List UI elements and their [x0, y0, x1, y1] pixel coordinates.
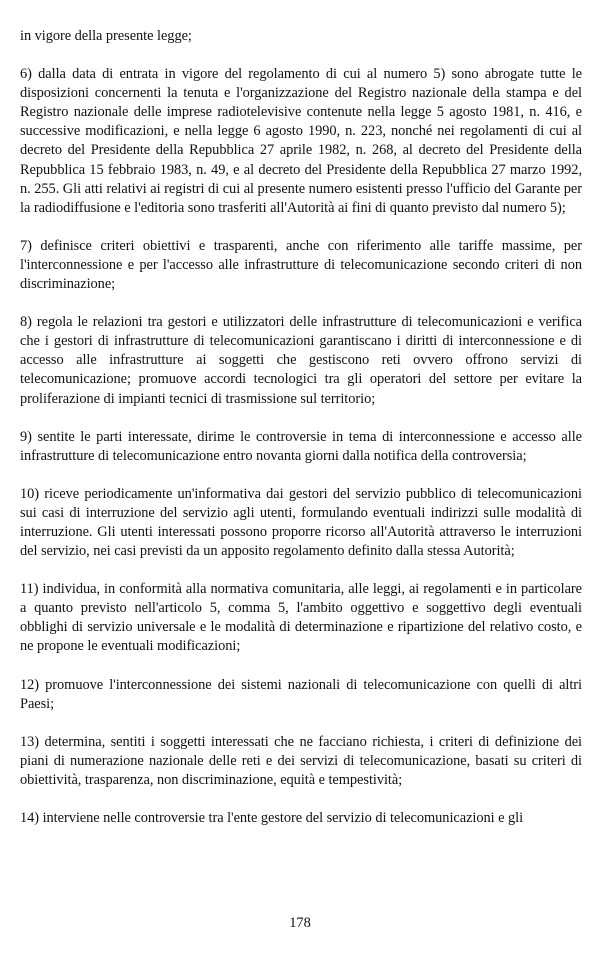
paragraph-item-9: 9) sentite le parti interessate, dirime le controversie in tema di interconnessione e accesso alle infrastrutture di telecomunicazione entro novanta giorni dalla notifica della controversia; — [20, 428, 582, 464]
paragraph-continuation: in vigore della presente legge; — [20, 28, 192, 44]
paragraph-item-10: 10) riceve periodicamente un'informativa dai gestori del servizio pubblico di telecomunicazioni sui casi di interruzione del servizio agli utenti, formulando eventuali indirizzi sulle modalità di interruzione. Gli utenti interessati possono proporre ricorso all'Autorità attraverso le interruzioni del servizio, nei casi previsti da un apposito regolamento definito dalla stessa Autorità; — [20, 485, 582, 560]
paragraph-item-7: 7) definisce criteri obiettivi e trasparenti, anche con riferimento alle tariffe massime, per l'interconnessione e per l'accesso alle infrastrutture di telecomunicazione secondo criteri di non discriminazione; — [20, 237, 582, 293]
paragraph-item-13: 13) determina, sentiti i soggetti interessati che ne facciano richiesta, i criteri di definizione dei piani di numerazione nazionale delle reti e dei servizi di telecomunicazione, basati su criteri di obiettività, trasparenza, non discriminazione, equità e tempestività; — [20, 733, 582, 788]
page-number: 178 — [289, 915, 311, 931]
paragraph-item-14: 14) interviene nelle controversie tra l'ente gestore del servizio di telecomunicazioni e gli — [20, 810, 524, 826]
document-page — [20, 27, 582, 828]
paragraph-item-11: 11) individua, in conformità alla normativa comunitaria, alle leggi, ai regolamenti e in particolare a quanto previsto nell'articolo 5, comma 5, l'ambito oggettivo e soggettivo degli eventuali obblighi di servizio universale e le modalità di determinazione e ripartizione del relativo costo, e ne propone le eventuali modificazioni; — [20, 581, 582, 655]
paragraph-item-6: 6) dalla data di entrata in vigore del regolamento di cui al numero 5) sono abrogate tutte le disposizioni concernenti la tenuta e l'organizzazione del Registro nazionale della stampa e del Registro nazionale delle imprese radiotelevisive contenute nella legge 5 agosto 1981, n. 416, e successive modificazioni, e nella legge 6 agosto 1990, n. 223, nonché nei regolamenti di cui al decreto del Presidente della Repubblica 27 aprile 1982, n. 268, al decreto del Presidente della Repubblica 15 febbraio 1983, n. 49, e al decreto del Presidente della Repubblica 27 marzo 1992, n. 255. Gli atti relativi ai registri di cui al presente numero esistenti presso l'ufficio del Garante per la radiodiffusione e l'editoria sono trasferiti all'Autorità ai fini di quanto previsto dal numero 5); — [20, 66, 582, 216]
paragraph-item-12: 12) promuove l'interconnessione dei sistemi nazionali di telecomunicazione con quelli di altri Paesi; — [20, 676, 582, 712]
paragraph-item-8: 8) regola le relazioni tra gestori e utilizzatori delle infrastrutture di telecomunicazioni e verifica che i gestori di infrastrutture di telecomunicazioni garantiscano i diritti di interconnessione e di accesso alle infrastrutture ai soggetti che gestiscono reti ovvero offrono servizi di telecomunicazione; promuove accordi tecnologici tra gli operatori del settore per evitare la proliferazione di impianti tecnici di trasmissione sul territorio; — [20, 314, 582, 407]
